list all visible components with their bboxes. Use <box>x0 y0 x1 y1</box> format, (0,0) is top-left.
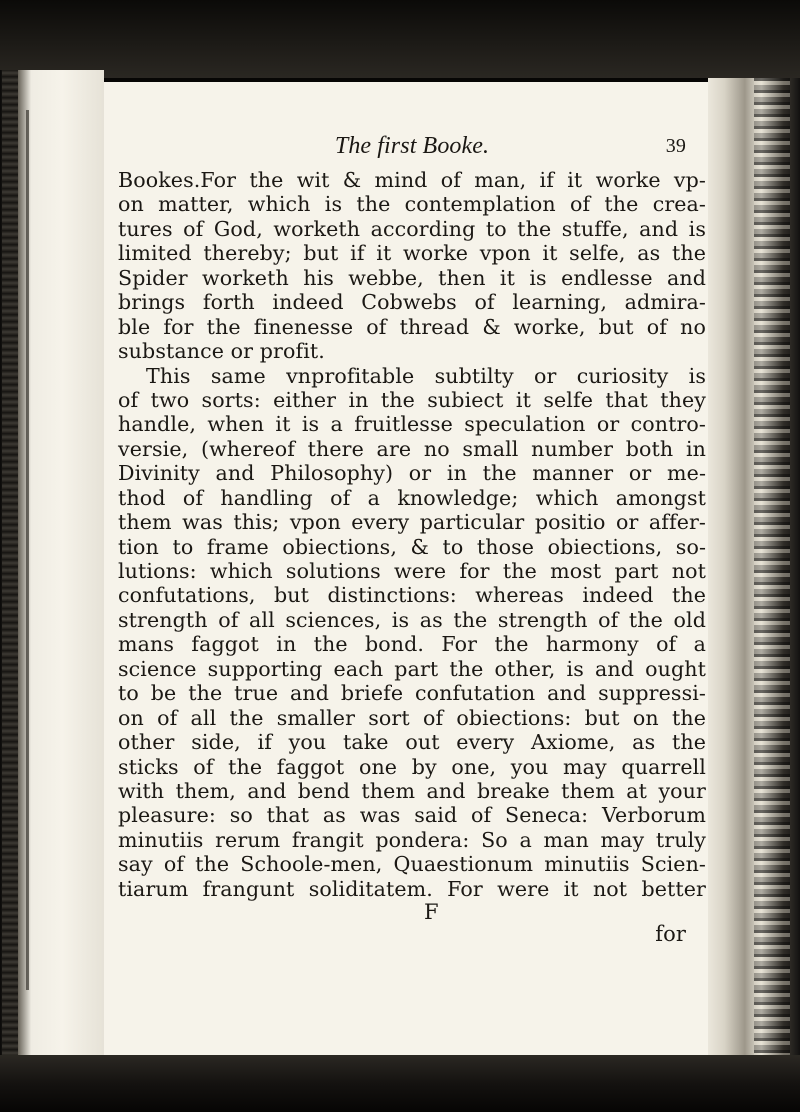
text-line: This same vnprofitable subtilty or curiosity is <box>146 363 706 388</box>
text-line: sticks of the faggot one by one, you may quarrell <box>118 754 706 779</box>
text-line: of two sorts: either in the subiect it selfe that they <box>118 387 706 412</box>
text-line: brings forth indeed Cobwebs of learning, admira- <box>118 290 706 315</box>
text-line: handle, when it is a fruitlesse speculation or contro- <box>118 412 706 437</box>
text-line: thod of handling of a knowledge; which amongst <box>118 485 706 510</box>
text-line: on of all the smaller sort of obiections: but on the <box>118 705 706 730</box>
scan-top-margin <box>0 0 800 78</box>
text-line: on matter, which is the contemplation of the crea- <box>118 192 706 217</box>
text-line: limited thereby; but if it worke vpon it selfe, as the <box>118 241 706 266</box>
text-line: with them, and bend them and breake them at your <box>118 778 706 803</box>
text-line: tiarum frangunt soliditatem. For were it not better <box>118 876 706 901</box>
text-line: Divinity and Philosophy) or in the manner or me- <box>118 461 706 486</box>
binding-gutter <box>0 70 104 1060</box>
text-line: confutations, but distinctions: whereas indeed the <box>118 583 706 608</box>
text-line: science supporting each part the other, is and ought <box>118 656 706 681</box>
text-line: tion to frame obiections, & to those obiections, so- <box>118 534 706 559</box>
body-text <box>118 168 706 901</box>
signature-mark: F <box>424 900 439 925</box>
text-line: strength of all sciences, is as the strength of the old <box>118 607 706 632</box>
catchword: for <box>655 922 686 947</box>
page-text <box>118 124 706 945</box>
running-head <box>118 124 706 168</box>
page-fore-edge <box>708 78 800 1060</box>
text-line: substance or profit. <box>118 339 325 364</box>
text-line: to be the true and briefe confutation and suppressi- <box>118 681 706 706</box>
text-line: versie, (whereof there are no small number both in <box>118 436 706 461</box>
scan-bottom-margin <box>0 1055 800 1112</box>
text-line: minutiis rerum frangit pondera: So a man may truly <box>118 827 706 852</box>
text-line: Spider worketh his webbe, then it is endlesse and <box>118 265 706 290</box>
text-line: say of the Schoole-men, Quaestionum minutiis Scien- <box>118 852 706 877</box>
text-line: tures of God, worketh according to the stuffe, and is <box>118 216 706 241</box>
page-number: 39 <box>665 135 686 157</box>
text-line: Bookes.For the wit & mind of man, if it worke vp- <box>118 168 706 192</box>
text-line: pleasure: so that as was said of Seneca: Verborum <box>118 803 706 828</box>
text-line: them was this; vpon every particular positio or affer- <box>118 510 706 535</box>
text-line: mans faggot in the bond. For the harmony of a <box>118 632 706 657</box>
running-head-title: The first Booke. <box>334 133 490 159</box>
text-line: lutions: which solutions were for the most part not <box>118 559 706 583</box>
text-line: other side, if you take out every Axiome, as the <box>118 730 706 755</box>
text-line: ble for the finenesse of thread & worke, but of no <box>118 314 706 339</box>
